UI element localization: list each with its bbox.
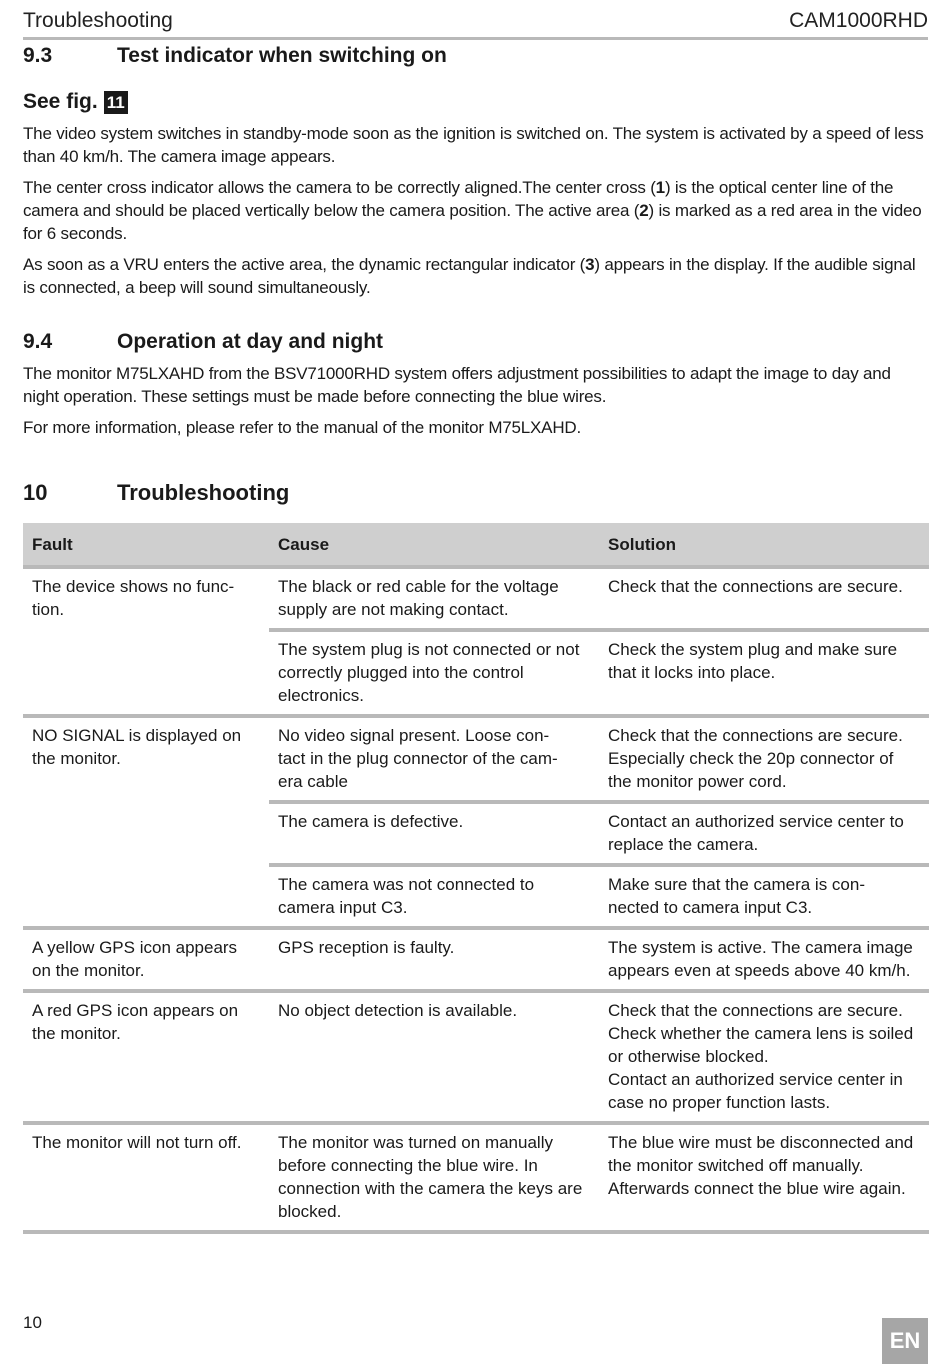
section-number: 10 xyxy=(23,480,48,505)
page-number: 10 xyxy=(23,1313,42,1332)
see-fig-label: See fig. xyxy=(23,90,98,113)
solution-cell: The blue wire must be disconnected and the monitor switched off manually. Afterwards connect the blue wire again. xyxy=(599,1123,929,1232)
header-section-title: Troubleshooting xyxy=(23,9,173,32)
page-content xyxy=(23,42,928,1234)
figure-number-badge: 11 xyxy=(104,91,128,114)
fault-cell: A red GPS icon appears on the monitor. xyxy=(23,991,269,1123)
paragraph: The monitor M75LXAHD from the BSV71000RHD system offers adjustment possibilities to adapt the image to day and night operation. These settings must be made before connecting the blue wires. xyxy=(23,364,891,406)
section-title: Troubleshooting xyxy=(117,480,290,505)
paragraph: As soon as a VRU enters the active area, the dynamic rectangular indicator (3) appears in the display. If the audible signal is connected, a beep will sound simultaneously. xyxy=(23,255,916,297)
language-badge: EN xyxy=(882,1318,928,1364)
solution-cell: Make sure that the camera is con- nected to camera input C3. xyxy=(599,865,929,928)
cause-cell: The camera is defective. xyxy=(269,802,599,865)
cause-cell: The black or red cable for the voltage supply are not making contact. xyxy=(269,567,599,630)
table-row xyxy=(23,567,929,630)
cause-cell: The monitor was turned on manually before connecting the blue wire. In connection with the camera the keys are blocked. xyxy=(269,1123,599,1232)
table-row xyxy=(23,1123,929,1232)
paragraph: For more information, please refer to the manual of the monitor M75LXAHD. xyxy=(23,418,581,437)
cause-cell: The camera was not connected to camera input C3. xyxy=(269,865,599,928)
cause-cell: GPS reception is faulty. xyxy=(269,928,599,991)
see-figure-reference xyxy=(23,90,928,114)
column-header: Fault xyxy=(23,523,269,567)
fault-cell: NO SIGNAL is displayed on the monitor. xyxy=(23,716,269,928)
cause-cell: The system plug is not connected or not correctly plugged into the control electronics. xyxy=(269,630,599,716)
section-title: Operation at day and night xyxy=(117,330,384,353)
table-row xyxy=(23,928,929,991)
section-number: 9.4 xyxy=(23,330,53,353)
cause-cell: No object detection is available. xyxy=(269,991,599,1123)
solution-cell: Contact an authorized service center to replace the camera. xyxy=(599,802,929,865)
section-9-3-heading xyxy=(23,44,928,68)
solution-cell: Check that the connections are secure. Especially check the 20p connector of the monitor power cord. xyxy=(599,716,929,802)
column-header: Solution xyxy=(599,523,929,567)
section-number: 9.3 xyxy=(23,44,53,67)
solution-cell: The system is active. The camera image appears even at speeds above 40 km/h. xyxy=(599,928,929,991)
section-10-heading xyxy=(23,480,928,506)
header-model-name: CAM1000RHD xyxy=(789,9,928,32)
solution-cell: Check that the connections are secure. xyxy=(599,567,929,630)
table-row xyxy=(23,716,929,802)
paragraph: The center cross indicator allows the camera to be correctly aligned.The center cross (1) is the optical center line of the camera and should be placed vertically below the camera position. The active area (2) is marked as a red area in the video for 6 seconds. xyxy=(23,178,922,243)
fault-cell: The device shows no func- tion. xyxy=(23,567,269,716)
section-title: Test indicator when switching on xyxy=(117,44,447,67)
cause-cell: No video signal present. Loose con- tact in the plug connector of the cam- era cable xyxy=(269,716,599,802)
fault-cell: The monitor will not turn off. xyxy=(23,1123,269,1232)
section-9-4-heading xyxy=(23,330,928,354)
solution-cell: Check that the connections are secure. Check whether the camera lens is soiled or otherwise blocked. Contact an authorized service center in case no proper function lasts. xyxy=(599,991,929,1123)
paragraph: The video system switches in standby-mode soon as the ignition is switched on. The system is activated by a speed of less than 40 km/h. The camera image appears. xyxy=(23,124,924,166)
running-header xyxy=(23,6,928,40)
table-row xyxy=(23,991,929,1123)
table-header-row xyxy=(23,523,929,567)
solution-cell: Check the system plug and make sure that it locks into place. xyxy=(599,630,929,716)
fault-cell: A yellow GPS icon appears on the monitor. xyxy=(23,928,269,991)
troubleshooting-table xyxy=(23,523,929,1234)
column-header: Cause xyxy=(269,523,599,567)
